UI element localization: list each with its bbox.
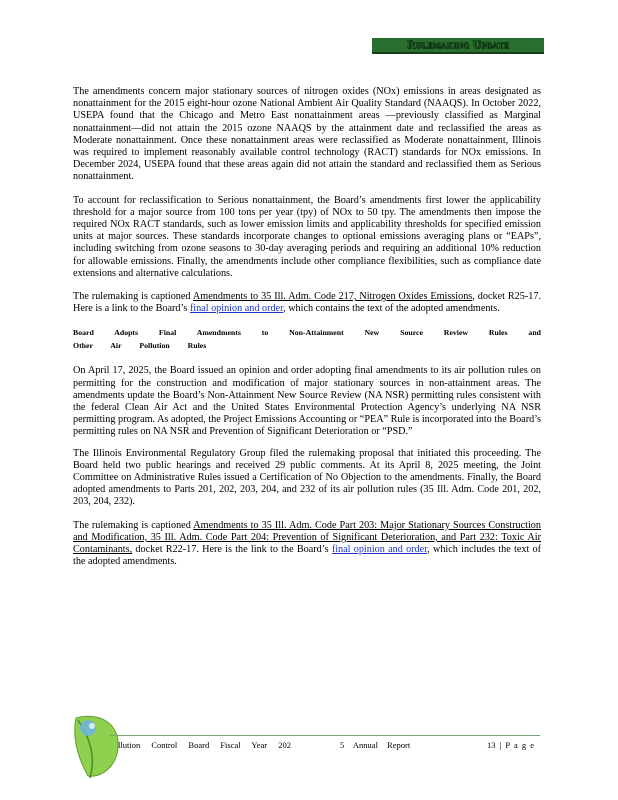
section1-paragraph-2: To account for reclassification to Serious nonattainment, the Board’s amendments first lower the applicability threshold for a major source from 100 tons per year (tpy) of NOx to 50 tpy. The amendments then impose the required NOx RACT standards, such as lower emission limits and applicability thresholds for specified emission units at major sources. These standards incorporate changes to optional emissions averaging plans or “EAPs”, including switching from ozone seasons to 30-day averaging periods and requiring an additional 10% reduction for allowable emissions. Finally, the amendments include other compliance flexibilities, such as compliance date extensions and alternative calculations. — [73, 194, 541, 279]
docket-text: docket R22-17. Here is the link to the Board’s — [132, 544, 332, 556]
final-opinion-link[interactable]: final opinion and order — [189, 303, 284, 315]
page-footer — [110, 735, 540, 750]
footer-report-title: llution Control Board Fiscal Year 202 — [118, 740, 291, 750]
section2-paragraph-2: The Illinois Environmental Regulatory Group filed the rulemaking proposal that initiated this proceeding. The Board held two public hearings and received 29 public comments. At its April 8, 2025 meeting, the Joint Committee on Administrative Rules issued a Certification of No Objection to the amendments. Finally, the Board adopted amendments to Parts 201, 202, 203, 204, and 232 of its air pollution rules (35 Ill. Adm. Code 201, 202, 203, 204, 232). — [73, 447, 541, 508]
footer-page-number: 13 | P a g e — [486, 740, 534, 750]
header-title: Rulemaking Update — [406, 39, 510, 51]
paragraph-end: , which includes the text of the adopted amendments. — [73, 544, 542, 568]
caption-intro: The rulemaking is captioned — [73, 519, 194, 531]
paragraph-end: , which contains the text of the adopted amendments. — [283, 303, 500, 315]
section2-paragraph-3 — [73, 520, 541, 569]
final-opinion-link[interactable]: final opinion and order — [331, 544, 428, 556]
section1-paragraph-3 — [73, 291, 541, 315]
rulemaking-caption: Amendments to 35 Ill. Adm. Code Part 203: Major Stationary Sources Construction and Modification, 35 Ill. Adm. Code Part 204: Prevention of Significant Deterioration, and Part 232: Toxic Air Contaminants, — [73, 519, 541, 556]
section1-paragraph-1: The amendments concern major stationary sources of nitrogen oxides (NOx) emissions in areas designated as nonattainment for the 2015 eight-hour ozone National Ambient Air Quality Standard (NAAQS). In October 2022, USEPA found that the Chicago and Metro East nonattainment areas —previously classified as Marginal nonattainment—did not attain the 2015 ozone NAAQS by the attainment date and reclassified the areas as Moderate nonattainment. Once these nonattainment areas were reclassified as Moderate nonattainment, Illinois was required to implement reasonably available control technology (RACT) standards for NOx emissions. In December 2024, USEPA found that these areas again did not attain the standard and reclassified them as Serious nonattainment. — [73, 86, 541, 183]
section2-paragraph-1: On April 17, 2025, the Board issued an opinion and order adopting final amendments to its air pollution rules on permitting for the construction and modification of major stationary sources in non-attainment areas. The amendments update the Board’s Non-Attainment New Source Review (NA NSR) permitting rules consistent with the federal Clean Air Act and the United States Environmental Protection Agency’s underlying NA NSR permitting program. As adopted, the Project Emissions Accounting or “PEA” Rule is incorporated into the Board’s permitting rules on NA NSR and Prevention of Significant Deterioration or “PSD.” — [73, 365, 541, 438]
section2-heading: Board Adopts Final Amendments to Non-Attainment New Source Review Rules and Other Air Pollution Rules — [73, 328, 541, 351]
body-text — [73, 86, 541, 580]
caption-intro: The rulemaking is captioned — [73, 291, 193, 303]
docket-text: , docket R25-17. Here is a link to the Board’s — [73, 291, 541, 315]
header-banner — [372, 38, 544, 54]
footer-report-subtitle: 5 Annual Report — [340, 740, 411, 750]
rulemaking-caption: Amendments to 35 Ill. Adm. Code 217, Nitrogen Oxides Emissions — [192, 291, 473, 303]
